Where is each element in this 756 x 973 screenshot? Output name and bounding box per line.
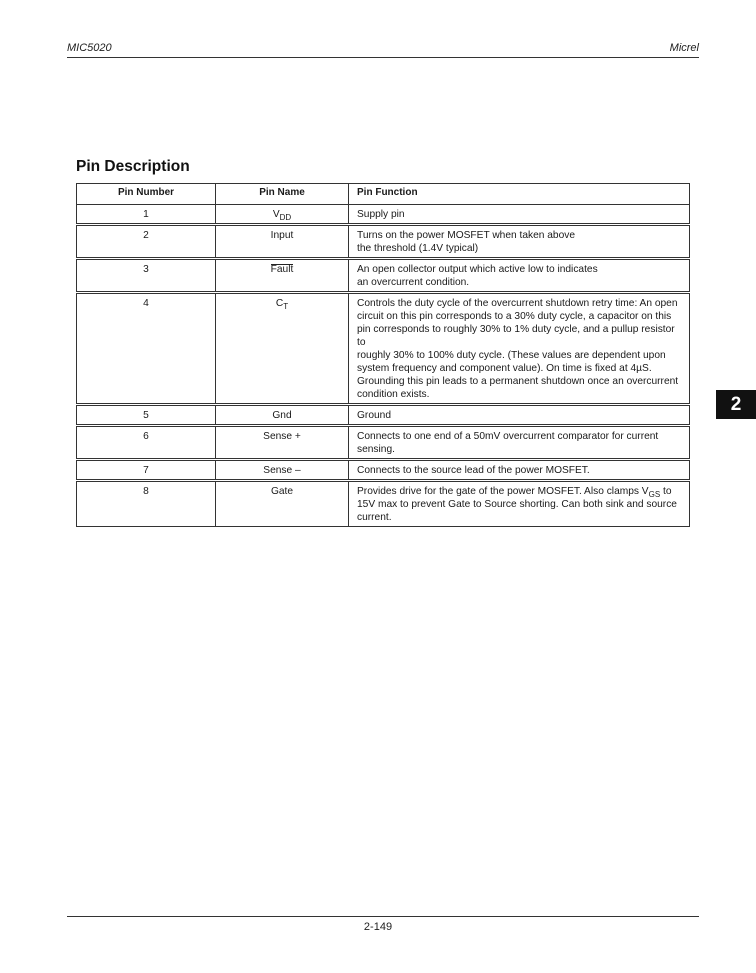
table-row: [77, 460, 690, 481]
pin-function: [349, 481, 690, 527]
pin-number: 6: [77, 426, 216, 460]
function-subscript: GS: [648, 490, 661, 499]
pin-function: [349, 460, 690, 481]
pin-description-table: [76, 183, 690, 527]
table-row: [77, 259, 690, 293]
page-number: 2-149: [363, 921, 393, 933]
function-line: condition exists.: [357, 389, 430, 400]
function-line: Ground: [357, 410, 391, 421]
header-brand: Micrel: [669, 42, 699, 54]
table-row: [77, 426, 690, 460]
function-line: Grounding this pin leads to a permanent shutdown once an overcurrent: [357, 376, 679, 387]
column-header-pin-number: Pin Number: [77, 184, 216, 205]
function-line: an overcurrent condition.: [357, 277, 470, 288]
column-header-pin-function: Pin Function: [349, 184, 690, 205]
pin-function: [349, 259, 690, 293]
function-line: An open collector output which active low to indicates: [357, 264, 598, 275]
pin-name: Sense –: [216, 460, 349, 481]
section-title: Pin Description: [76, 158, 190, 175]
pin-name: Input: [216, 225, 349, 259]
pin-name: [216, 293, 349, 405]
pin-name: [216, 259, 349, 293]
column-header-pin-name: Pin Name: [216, 184, 349, 205]
table-row: [77, 205, 690, 225]
table-row: [77, 481, 690, 527]
pin-number: 8: [77, 481, 216, 527]
table-row: [77, 293, 690, 405]
function-line: current.: [357, 512, 392, 523]
function-line: Controls the duty cycle of the overcurrent shutdown retry time: An open: [357, 298, 678, 309]
pin-name-subscript: T: [283, 302, 289, 311]
pin-number: 3: [77, 259, 216, 293]
pin-number: 7: [77, 460, 216, 481]
pin-function: [349, 405, 690, 426]
function-line: 15V max to prevent Gate to Source shorting. Can both sink and source: [357, 499, 677, 510]
pin-number: 2: [77, 225, 216, 259]
table-row: [77, 405, 690, 426]
pin-name-main: V: [272, 209, 280, 220]
section-tab: 2: [716, 390, 756, 419]
function-line: Connects to the source lead of the power MOSFET.: [357, 465, 590, 476]
function-line: Supply pin: [357, 209, 405, 220]
function-line: [357, 485, 683, 498]
function-text: to: [660, 486, 672, 497]
header-rule: [67, 57, 699, 58]
pin-number: 1: [77, 205, 216, 225]
header-part-number: MIC5020: [67, 42, 112, 54]
function-line: roughly 30% to 100% duty cycle. (These values are dependent upon: [357, 350, 666, 361]
pin-function: [349, 205, 690, 225]
table-row: [77, 225, 690, 259]
function-line: the threshold (1.4V typical): [357, 243, 479, 254]
function-line: Turns on the power MOSFET when taken above: [357, 230, 576, 241]
pin-function: [349, 225, 690, 259]
function-line: pin corresponds to roughly 30% to 1% duty cycle, and a pullup resistor to: [357, 324, 675, 348]
pin-function: [349, 426, 690, 460]
function-line: system frequency and component value). On time is fixed at 4µS.: [357, 363, 652, 374]
pin-number: 4: [77, 293, 216, 405]
pin-name-subscript: DD: [279, 213, 292, 222]
pin-name: [216, 205, 349, 225]
footer-rule: [67, 916, 699, 917]
function-text: Provides drive for the gate of the power MOSFET. Also clamps V: [357, 486, 649, 497]
pin-name: Gate: [216, 481, 349, 527]
pin-name-main: C: [275, 298, 284, 309]
pin-name: Gnd: [216, 405, 349, 426]
function-line: Connects to one end of a 50mV overcurrent comparator for current: [357, 431, 659, 442]
pin-name-overlined: Fault: [270, 264, 294, 275]
pin-number: 5: [77, 405, 216, 426]
function-line: circuit on this pin corresponds to a 30% duty cycle, a capacitor on this: [357, 311, 672, 322]
function-line: sensing.: [357, 444, 395, 455]
pin-name: Sense +: [216, 426, 349, 460]
table-header-row: [77, 184, 690, 205]
pin-function: [349, 293, 690, 405]
